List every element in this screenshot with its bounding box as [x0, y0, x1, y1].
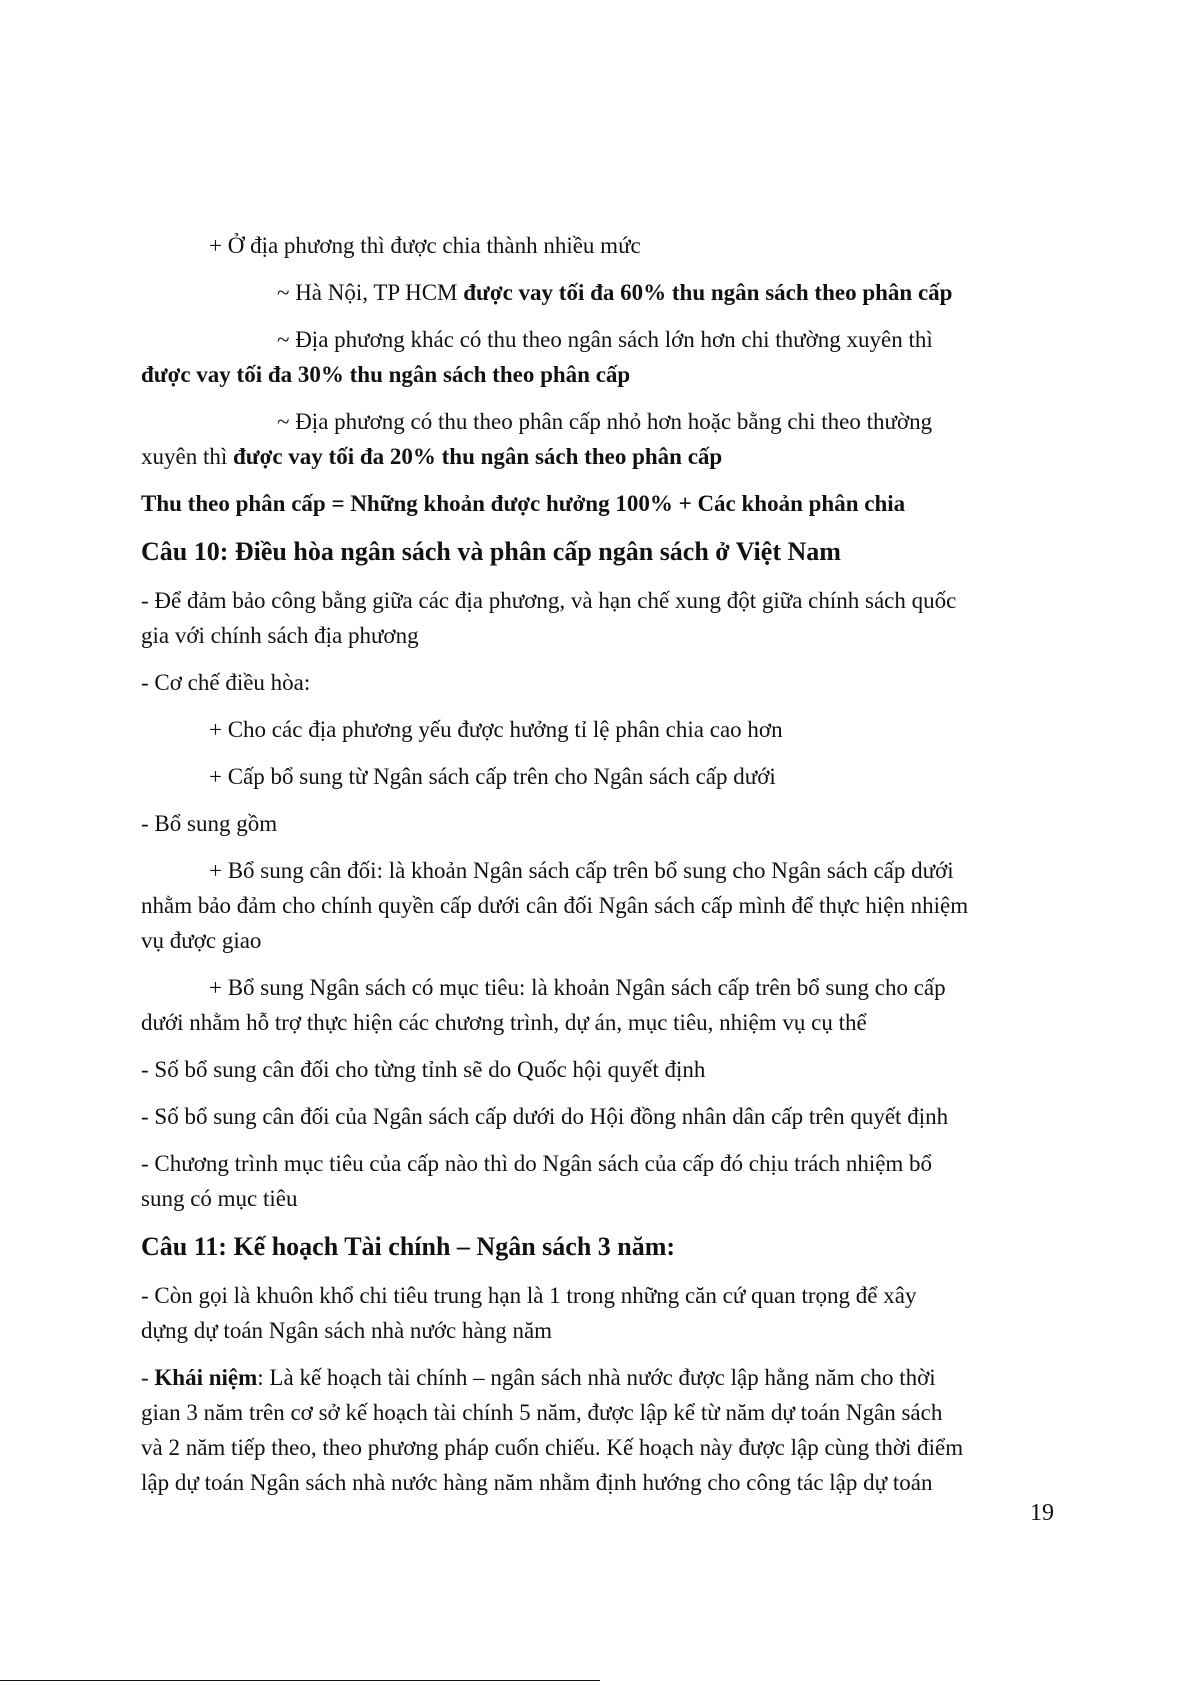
- text-line: ~ Địa phương khác có thu theo ngân sách lớn hơn chi thường xuyên thì: [277, 327, 933, 352]
- footer-rule: [0, 1680, 600, 1681]
- paragraph: - Số bổ sung cân đối của Ngân sách cấp dưới do Hội đồng nhân dân cấp trên quyết định: [141, 1104, 949, 1129]
- text-line: lập dự toán Ngân sách nhà nước hàng năm nhằm định hướng cho công tác lập dự toán: [141, 1470, 933, 1495]
- list-item: + Cấp bổ sung từ Ngân sách cấp trên cho Ngân sách cấp dưới: [209, 764, 776, 789]
- list-item: + Cho các địa phương yếu được hưởng tỉ lệ phân chia cao hơn: [209, 717, 783, 742]
- paragraph: [141, 583, 1056, 653]
- text-line: - Chương trình mục tiêu của cấp nào thì do Ngân sách của cấp đó chịu trách nhiệm bổ: [141, 1151, 933, 1176]
- paragraph: [141, 970, 1056, 1040]
- paragraph: [141, 228, 1056, 263]
- bold-term: Khái niệm: [154, 1365, 258, 1390]
- paragraph: [141, 1278, 1056, 1348]
- text-line: + Bổ sung cân đối: là khoản Ngân sách cấp trên bổ sung cho Ngân sách cấp dưới: [209, 858, 954, 883]
- paragraph: - Cơ chế điều hòa:: [141, 670, 311, 695]
- text-line: - Để đảm bảo công bằng giữa các địa phương, và hạn chế xung đột giữa chính sách quốc: [141, 588, 957, 613]
- text-line: nhằm bảo đảm cho chính quyền cấp dưới cân đối Ngân sách cấp mình để thực hiện nhiệm: [141, 893, 969, 918]
- text-line: + Bổ sung Ngân sách có mục tiêu: là khoản Ngân sách cấp trên bổ sung cho cấp: [209, 975, 946, 1000]
- page-body: [141, 228, 1056, 1512]
- text-line: - Còn gọi là khuôn khổ chi tiêu trung hạn là 1 trong những căn cứ quan trọng để xây: [141, 1283, 917, 1308]
- text-line: ~ Địa phương có thu theo phân cấp nhỏ hơn hoặc bằng chi theo thường: [277, 409, 933, 434]
- paragraph: [141, 1146, 1056, 1216]
- text-line: : Là kế hoạch tài chính – ngân sách nhà nước được lập hằng năm cho thời: [257, 1365, 936, 1390]
- formula-line: Thu theo phân cấp = Những khoản được hưởng 100% + Các khoản phân chia: [141, 491, 906, 516]
- text-line: -: [141, 1365, 155, 1390]
- paragraph: [141, 275, 1056, 310]
- paragraph: [141, 853, 1056, 958]
- page-number: 19: [1030, 1500, 1054, 1526]
- text-line: vụ được giao: [141, 928, 262, 953]
- paragraph: [141, 404, 1056, 474]
- text-line: gian 3 năm trên cơ sở kế hoạch tài chính 5 năm, được lập kể từ năm dự toán Ngân sách: [141, 1400, 943, 1425]
- text-line: dưới nhằm hỗ trợ thực hiện các chương trình, dự án, mục tiêu, nhiệm vụ cụ thể: [141, 1010, 867, 1035]
- text-line: gia với chính sách địa phương: [141, 623, 419, 648]
- paragraph: - Bổ sung gồm: [141, 811, 278, 836]
- text-line: xuyên thì: [141, 444, 233, 469]
- paragraph: [141, 1360, 1056, 1500]
- section-heading: Câu 11: Kế hoạch Tài chính – Ngân sách 3 năm:: [141, 1232, 676, 1261]
- bold-text: được vay tối đa 60% thu ngân sách theo phân cấp: [463, 280, 953, 305]
- text-line: sung có mục tiêu: [141, 1186, 298, 1211]
- text-line: ~ Hà Nội, TP HCM: [277, 280, 464, 305]
- paragraph: - Số bổ sung cân đối cho từng tỉnh sẽ do Quốc hội quyết định: [141, 1057, 706, 1082]
- bold-text: được vay tối đa 20% thu ngân sách theo phân cấp: [233, 444, 723, 469]
- text-line: và 2 năm tiếp theo, theo phương pháp cuốn chiếu. Kế hoạch này được lập cùng thời điểm: [141, 1435, 964, 1460]
- section-heading: Câu 10: Điều hòa ngân sách và phân cấp ngân sách ở Việt Nam: [141, 537, 841, 566]
- paragraph: [141, 322, 1056, 392]
- text-line: dựng dự toán Ngân sách nhà nước hàng năm: [141, 1318, 553, 1343]
- text-line: + Ở địa phương thì được chia thành nhiều mức: [209, 233, 641, 258]
- bold-text: được vay tối đa 30% thu ngân sách theo phân cấp: [141, 362, 631, 387]
